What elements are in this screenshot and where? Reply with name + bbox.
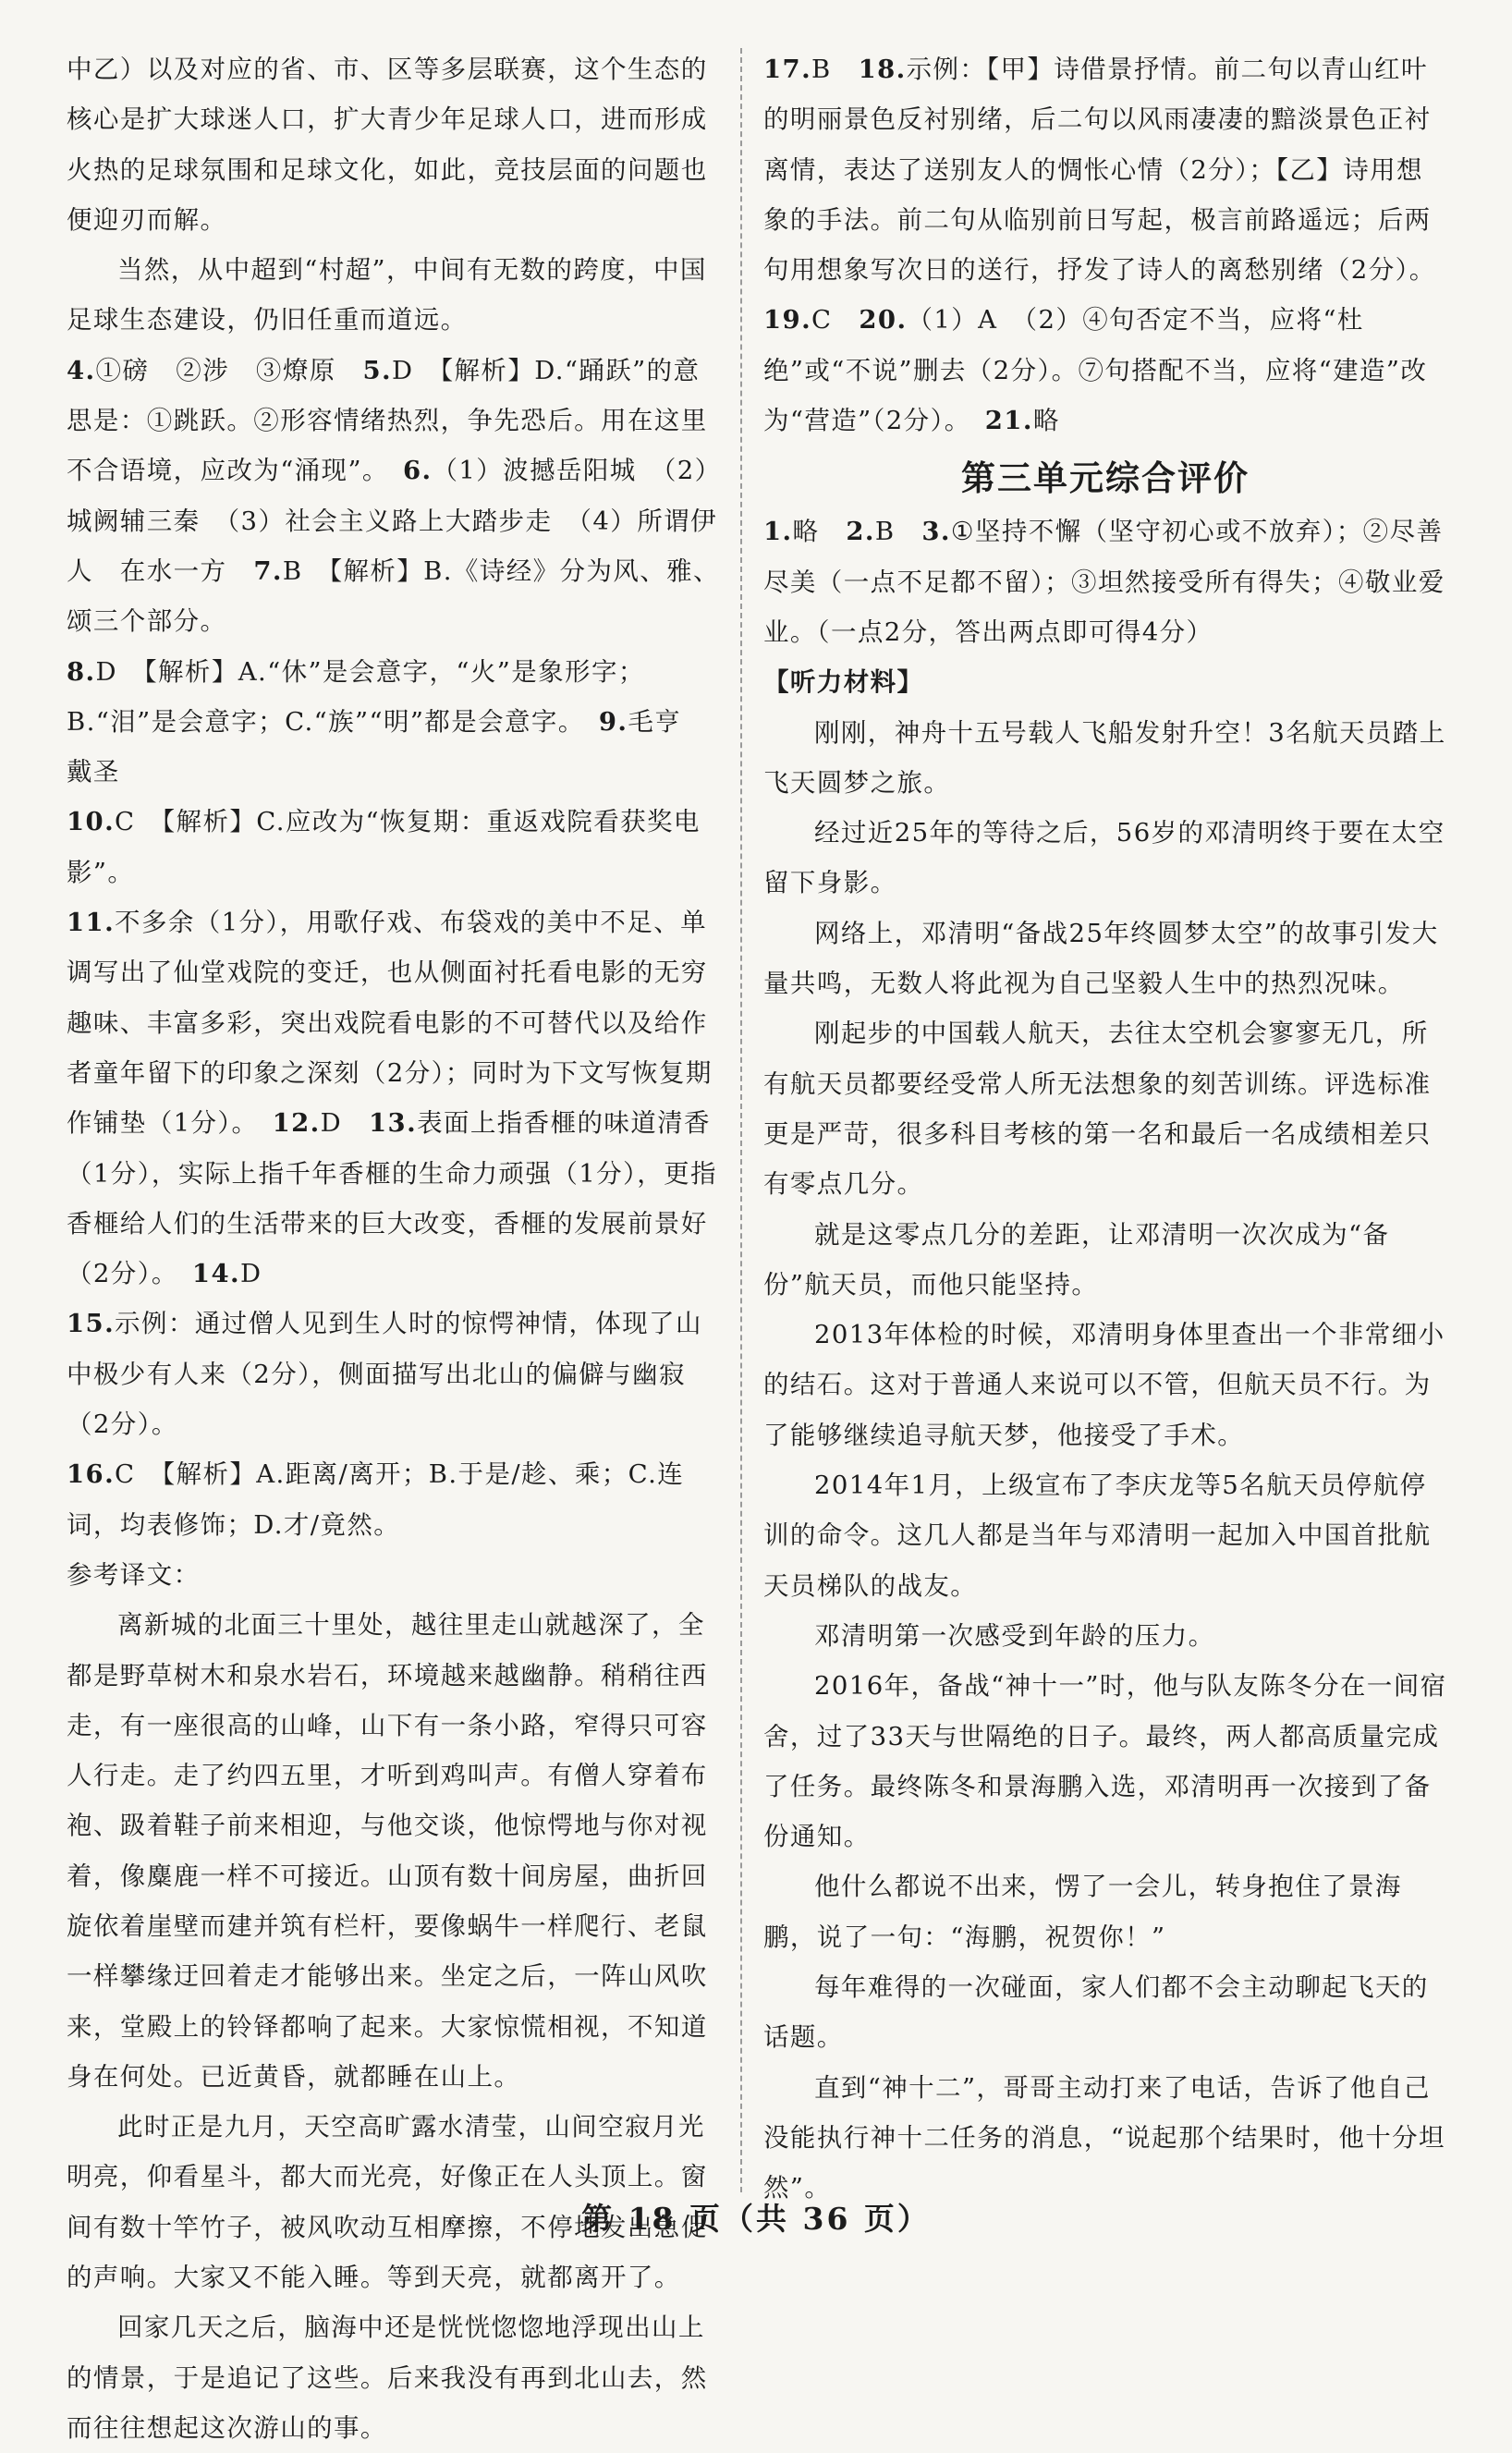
answer-16: 16.C 【解析】A.距离/离开；B.于是/趁、乘；C.连词，均表修饰；D.才/竟然。	[67, 1459, 685, 1540]
listening-paragraph: 2014年1月，上级宣布了李庆龙等5名航天员停航停训的命令。这几人都是当年与邓清明一起加入中国首批航天员梯队的战友。	[763, 1471, 1432, 1601]
translation-paragraph: 离新城的北面三十里处，越往里走山就越深了，全都是野草树木和泉水岩石，环境越来越幽静。稍稍往西走，有一座很高的山峰，山下有一条小路，窄得只可容人行走。走了约四五里，才听到鸡叫声。有僧人穿着布袍、趿着鞋子前来相迎，与他交谈，他惊愕地与你对视着，像麋鹿一样不可接近。山顶有数十间房屋，曲折回旋依着崖壁而建并筑有栏杆，要像蜗牛一样爬行、老鼠一样攀缘迂回着走才能够出来。坐定之后，一阵山风吹来，堂殿上的铃铎都响了起来。大家惊慌相视，不知道身在何处。已近黄昏，就都睡在山上。	[67, 1610, 708, 2092]
listening-paragraph: 每年难得的一次碰面，家人们都不会主动聊起飞天的话题。	[763, 1971, 1429, 2053]
listening-paragraph: 就是这零点几分的差距，让邓清明一次次成为“备份”航天员，而他只能坚持。	[763, 1219, 1390, 1300]
listening-paragraph: 刚刚，神舟十五号载人飞船发射升空！3名航天员踏上飞天圆梦之旅。	[763, 717, 1446, 798]
answer-4-7: 4.①磅 ②涉 ③燎原 5.D 【解析】D.“踊跃”的意思是：①跳跃。②形容情绪热烈，争先恐后。用在这里不合语境，应改为“涌现”。 6.（1）波撼岳阳城 （2）城阙辅三秦 （3）社会主义路上大踏步走 （4）所谓伊人 在水一方 7.B 【解析】B.《诗经》分为风、雅、颂三个部分。	[67, 355, 722, 637]
paragraph: 当然，从中超到“村超”，中间有无数的跨度，中国足球生态建设，仍旧任重而道远。	[67, 255, 707, 336]
answer-11-14: 11.不多余（1分），用歌仔戏、布袋戏的美中不足、单调写出了仙堂戏院的变迁，也从侧面衬托看电影的无穷趣味、丰富多彩，突出戏院看电影的不可替代以及给作者童年留下的印象之深刻（2分）；同时为下文写恢复期作铺垫（1分）。 12.D 13.表面上指香榧的味道清香（1分），实际上指千年香榧的生命力顽强（1分），更指香榧给人们的生活带来的巨大改变，香榧的发展前景好（2分）。 14.D	[67, 908, 717, 1289]
page-footer: 第 18 页（共 36 页）	[581, 2201, 931, 2237]
column-divider	[740, 48, 742, 2192]
answer-19-21: 19.C 20.（1）A （2）④句否定不当，应将“杜绝”或“不说”删去（2分）。⑦句搭配不当，应将“建造”改为“营造”（2分）。 21.略	[763, 305, 1428, 436]
translation-paragraph: 回家几天之后，脑海中还是恍恍惚惚地浮现出山上的情景，于是追记了这些。后来我没有再到北山去，然而往往想起这次游山的事。	[67, 2313, 708, 2443]
reference-label: 参考译文：	[67, 1559, 201, 1590]
answer-10: 10.C 【解析】C.应改为“恢复期：重返戏院看获奖电影”。	[67, 807, 701, 887]
listening-paragraph: 直到“神十二”，哥哥主动打来了电话，告诉了他自己没能执行神十二任务的消息，“说起那个结果时，他十分坦然”。	[763, 2072, 1445, 2203]
listening-paragraph: 2013年体检的时候，邓清明身体里查出一个非常细小的结石。这对于普通人来说可以不管，但航天员不行。为了能够继续追寻航天梦，他接受了手术。	[763, 1320, 1445, 1450]
answer-17-18: 17.B 18.示例：【甲】诗借景抒情。前二句以青山红叶的明丽景色反衬别绪，后二句以风雨凄凄的黯淡景色正衬离情，表达了送别友人的惆怅心情（2分）；【乙】诗用想象的手法。前二句从临别前日写起，极言前路遥远；后两句用想象写次日的送行，抒发了诗人的离愁别绪（2分）。	[763, 55, 1436, 286]
answer-8-9: 8.D 【解析】A.“休”是会意字，“火”是象形字；B.“泪”是会意字；C.“族”“明”都是会意字。 9.毛亨 戴圣	[67, 656, 709, 787]
listening-paragraph: 邓清明第一次感受到年龄的压力。	[814, 1620, 1215, 1651]
answer-1-3: 1.略 2.B 3.①坚持不懈（坚守初心或不放弃）；②尽善尽美（一点不足都不留）；③坦然接受所有得失；④敬业爱业。（一点2分，答出两点即可得4分）	[763, 517, 1445, 647]
answer-15: 15.示例：通过僧人见到生人时的惊愕神情，体现了山中极少有人来（2分），侧面描写出北山的偏僻与幽寂（2分）。	[67, 1309, 702, 1440]
listening-paragraph: 刚起步的中国载人航天，去往太空机会寥寥无几，所有航天员都要经受常人所无法想象的刻苦训练。评选标准更是严苛，很多科目考核的第一名和最后一名成绩相差只有零点几分。	[763, 1019, 1432, 1200]
listening-paragraph: 网络上，邓清明“备战25年终圆梦太空”的故事引发大量共鸣，无数人将此视为自己坚毅人生中的热烈况味。	[763, 918, 1439, 999]
right-column	[763, 44, 1447, 2213]
translation-paragraph: 此时正是九月，天空高旷露水清莹，山间空寂月光明亮，仰看星斗，都大而光亮，好像正在人头顶上。窗间有数十竿竹子，被风吹动互相摩擦，不停地发出急促的声响。大家又不能入睡。等到天亮，就都离开了。	[67, 2112, 708, 2293]
section-heading: 第三单元综合评价	[961, 458, 1250, 499]
listening-paragraph: 他什么都说不出来，愣了一会儿，转身抱住了景海鹏，说了一句：“海鹏，祝贺你！”	[763, 1872, 1402, 1952]
listening-paragraph: 经过近25年的等待之后，56岁的邓清明终于要在太空留下身影。	[763, 818, 1445, 898]
listening-paragraph: 2016年，备战“神十一”时，他与队友陈冬分在一间宿舍，过了33天与世隔绝的日子。最终，两人都高质量完成了任务。最终陈冬和景海鹏入选，邓清明再一次接到了备份通知。	[763, 1671, 1447, 1852]
left-column	[67, 44, 723, 2453]
listening-label: 【听力材料】	[763, 667, 924, 698]
paragraph: 中乙）以及对应的省、市、区等多层联赛，这个生态的核心是扩大球迷人口，扩大青少年足球人口，进而形成火热的足球氛围和足球文化，如此，竞技层面的问题也便迎刃而解。	[67, 55, 708, 235]
